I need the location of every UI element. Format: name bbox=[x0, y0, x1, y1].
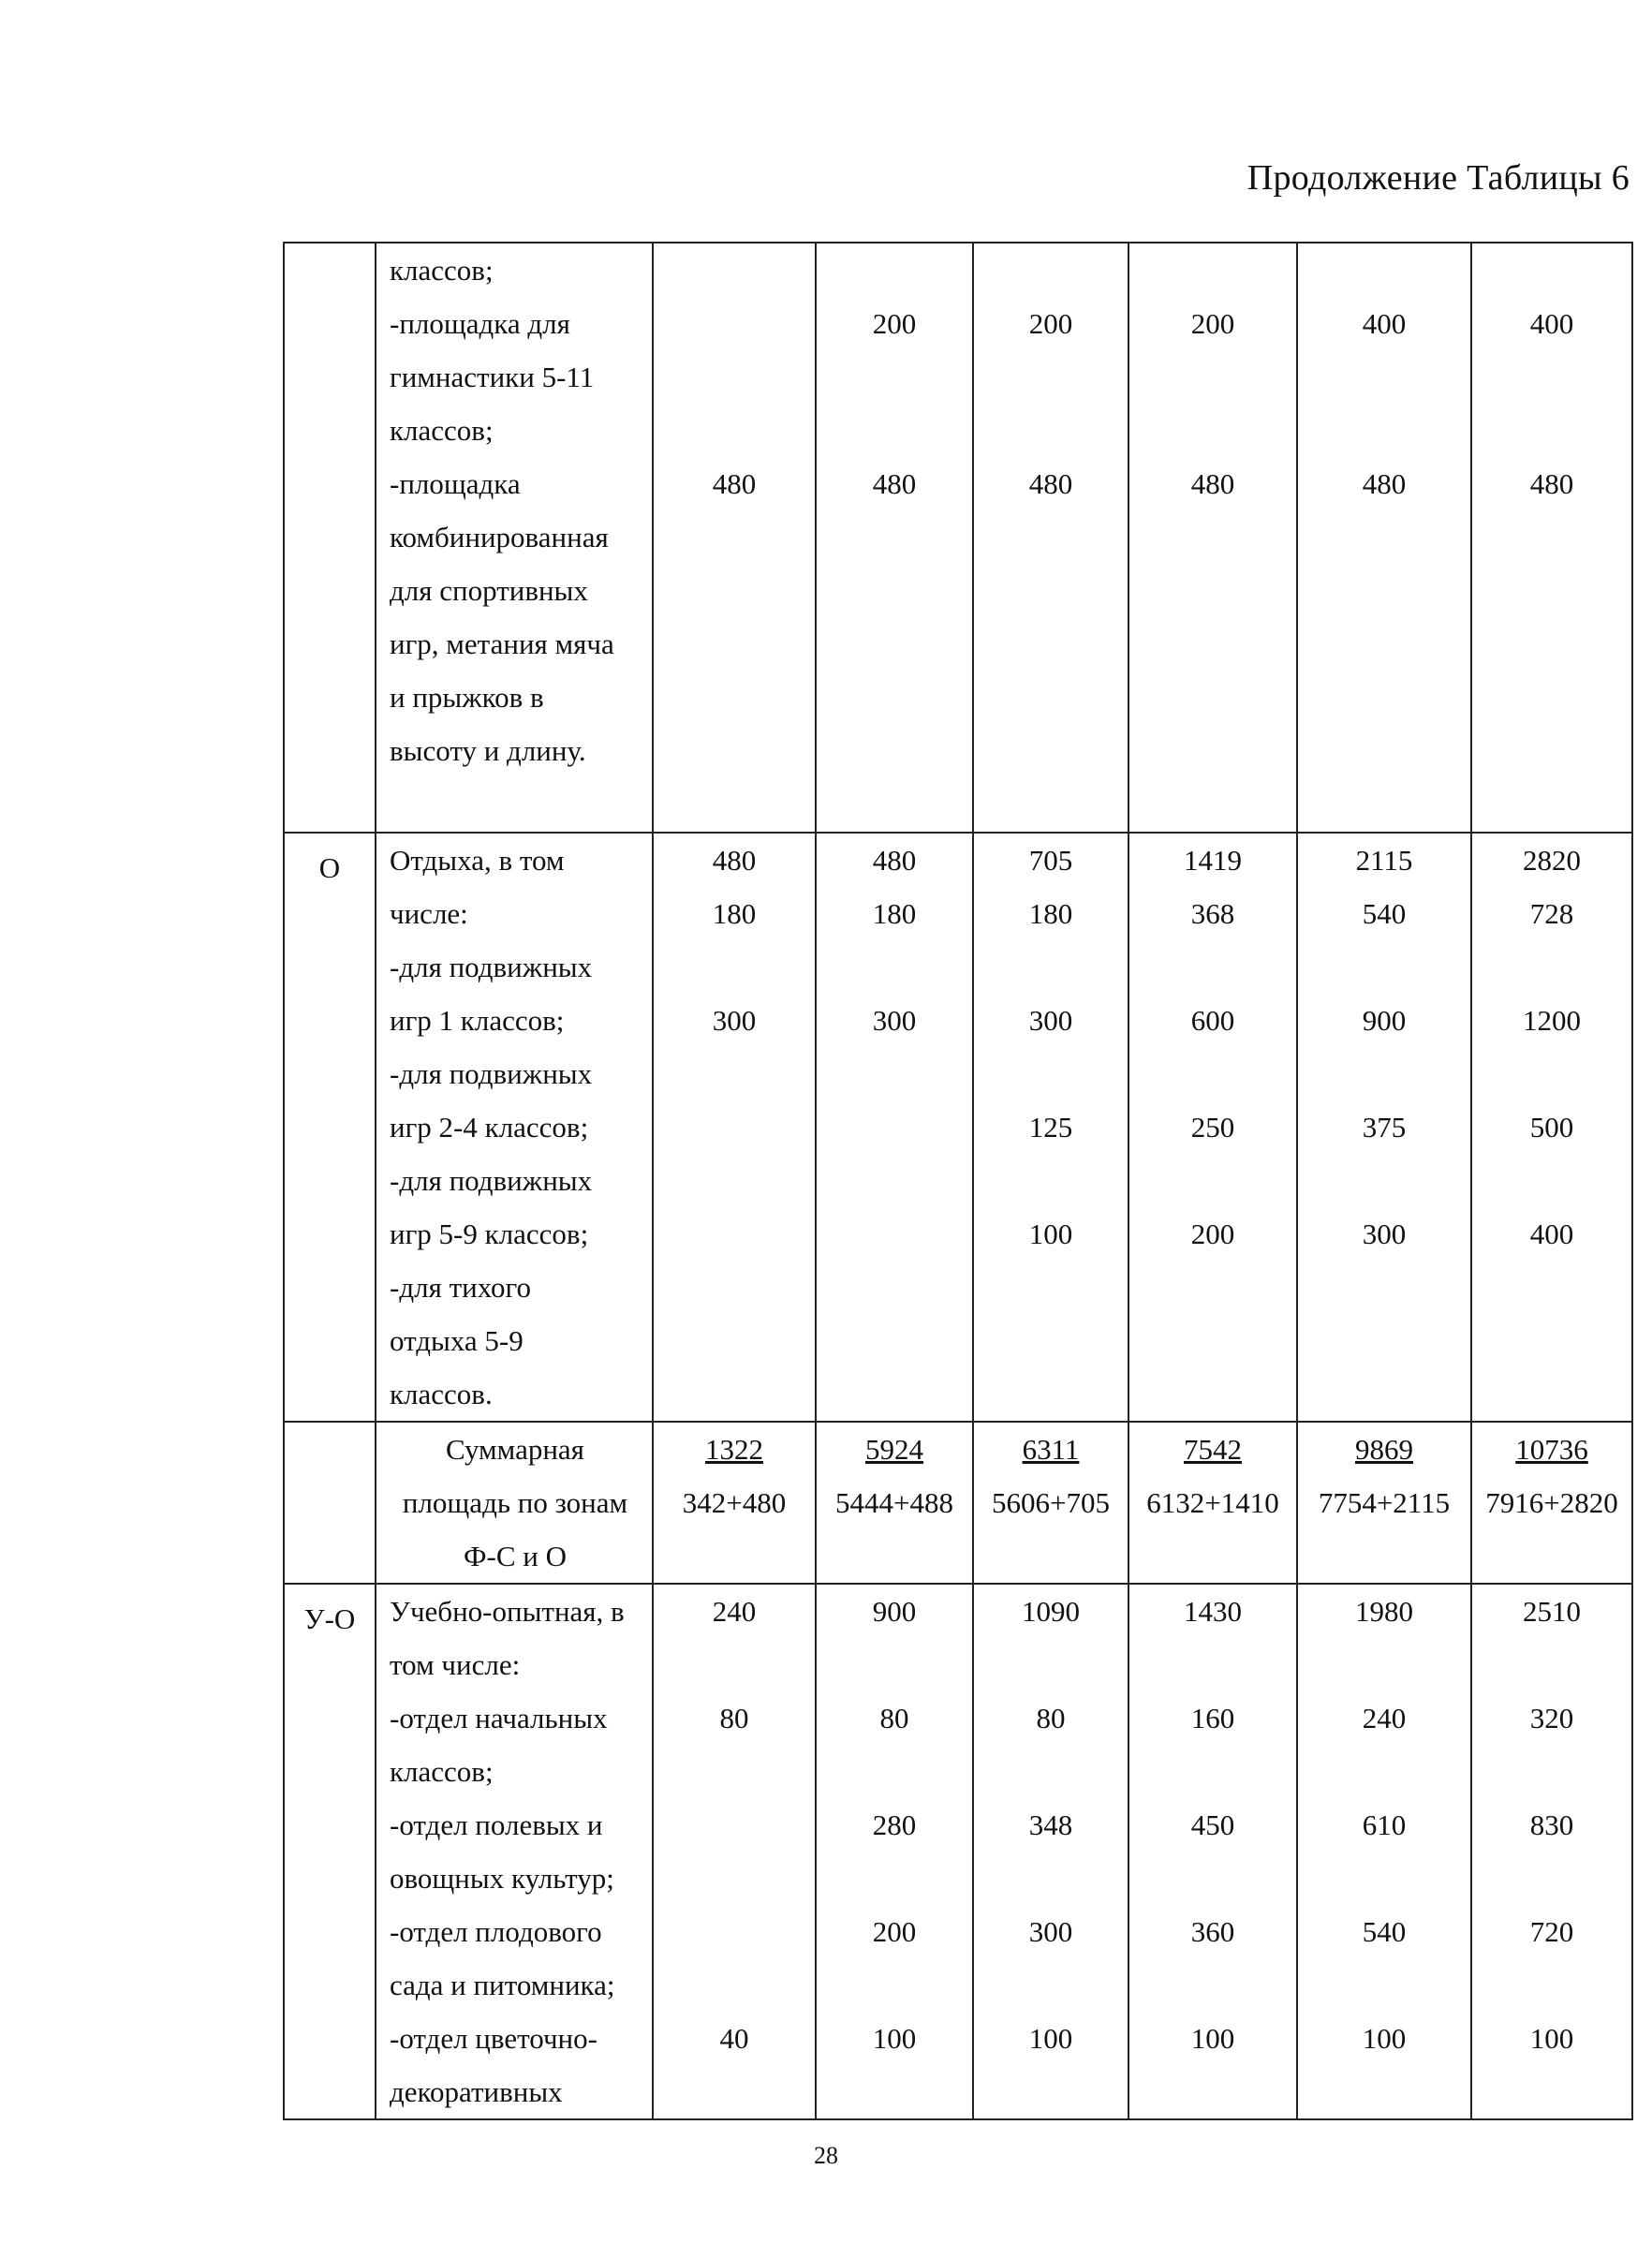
description-line: овощных культур; bbox=[390, 1862, 614, 1895]
value: 480 bbox=[1529, 467, 1574, 500]
value bbox=[1298, 1638, 1470, 1691]
value bbox=[1298, 1958, 1470, 2012]
value: 100 bbox=[1028, 2022, 1073, 2055]
value bbox=[1129, 1852, 1296, 1905]
description-line: игр, метания мяча bbox=[390, 627, 614, 660]
value: 1090 bbox=[1022, 1595, 1080, 1628]
value bbox=[1472, 1852, 1631, 1905]
description-line: игр 2-4 классов; bbox=[390, 1111, 589, 1144]
value: 200 bbox=[872, 1915, 917, 1948]
value: 320 bbox=[1529, 1702, 1574, 1734]
value: 300 bbox=[1028, 1004, 1073, 1037]
description-line: -для подвижных bbox=[390, 1057, 593, 1090]
value bbox=[654, 350, 815, 404]
value: 300 bbox=[1362, 1218, 1407, 1250]
value: 1200 bbox=[1523, 1004, 1581, 1037]
description-line: и прыжков в bbox=[390, 681, 544, 714]
value: 610 bbox=[1362, 1808, 1407, 1841]
value bbox=[974, 1958, 1128, 2012]
value bbox=[1472, 350, 1631, 404]
value: 400 bbox=[1529, 1218, 1574, 1250]
value bbox=[1129, 1745, 1296, 1798]
value bbox=[817, 1638, 972, 1691]
value: 2115 bbox=[1355, 844, 1413, 877]
value bbox=[1472, 244, 1631, 297]
value: 830 bbox=[1529, 1808, 1574, 1841]
value bbox=[1129, 1047, 1296, 1100]
description-line: Учебно-опытная, в bbox=[390, 1595, 625, 1628]
value bbox=[654, 244, 815, 297]
description-line: классов. bbox=[390, 1378, 493, 1410]
value-cell bbox=[653, 833, 816, 1422]
value: 250 bbox=[1190, 1111, 1235, 1144]
description-line: том числе: bbox=[390, 1648, 521, 1681]
value: 300 bbox=[872, 1004, 917, 1037]
value bbox=[654, 297, 815, 350]
value: 180 bbox=[712, 897, 757, 930]
description-line: -отдел плодового bbox=[390, 1915, 602, 1948]
value-cell bbox=[1128, 243, 1297, 833]
value bbox=[1472, 1745, 1631, 1798]
value: 300 bbox=[712, 1004, 757, 1037]
value: 720 bbox=[1529, 1915, 1574, 1948]
zone-code-cell: У-О bbox=[284, 1584, 376, 2119]
value bbox=[1298, 940, 1470, 994]
value: 900 bbox=[872, 1595, 917, 1628]
value: 200 bbox=[1190, 307, 1235, 340]
description-line: -площадка bbox=[390, 467, 521, 500]
value bbox=[1298, 1852, 1470, 1905]
description-line: декоративных bbox=[390, 2075, 563, 2108]
description-line: -отдел полевых и bbox=[390, 1808, 603, 1841]
page-number: 28 bbox=[814, 2142, 838, 2169]
table-row bbox=[284, 1584, 1632, 2119]
value bbox=[654, 940, 815, 994]
value bbox=[1129, 350, 1296, 404]
value: 480 bbox=[872, 467, 917, 500]
value-cell bbox=[973, 1584, 1128, 2119]
description-line: гимнастики 5-11 bbox=[390, 361, 595, 393]
description-line: классов; bbox=[390, 414, 494, 447]
value: 360 bbox=[1190, 1915, 1235, 1948]
description-line: Суммарная bbox=[446, 1433, 584, 1466]
value: 6311 bbox=[1022, 1433, 1080, 1466]
value: 400 bbox=[1529, 307, 1574, 340]
zone-code-cell: О bbox=[284, 833, 376, 1422]
value bbox=[1129, 244, 1296, 297]
value bbox=[1472, 940, 1631, 994]
value-cell bbox=[816, 1422, 973, 1584]
value bbox=[1129, 1958, 1296, 2012]
value bbox=[654, 1905, 815, 1958]
value: 705 bbox=[1028, 844, 1073, 877]
description-line: для спортивных bbox=[390, 574, 588, 607]
table-row bbox=[284, 1422, 1632, 1584]
value-cell bbox=[973, 1422, 1128, 1584]
value bbox=[1472, 404, 1631, 457]
value: 480 bbox=[712, 467, 757, 500]
value: 450 bbox=[1190, 1808, 1235, 1841]
value: 480 bbox=[1028, 467, 1073, 500]
value: 5924 bbox=[865, 1433, 923, 1466]
value bbox=[654, 1958, 815, 2012]
value bbox=[1129, 1154, 1296, 1207]
value: 540 bbox=[1362, 1915, 1407, 1948]
value: 1430 bbox=[1184, 1595, 1242, 1628]
value bbox=[817, 350, 972, 404]
value: 1322 bbox=[705, 1433, 763, 1466]
value bbox=[974, 940, 1128, 994]
description-line: числе: bbox=[390, 897, 468, 930]
description-line: отдыха 5-9 bbox=[390, 1324, 524, 1357]
value-cell bbox=[1471, 1584, 1632, 2119]
value: 10736 bbox=[1515, 1433, 1588, 1466]
value-cell bbox=[1471, 833, 1632, 1422]
value: 7916+2820 bbox=[1485, 1486, 1618, 1519]
value bbox=[1472, 1638, 1631, 1691]
continuation-table bbox=[283, 242, 1631, 2107]
value: 200 bbox=[1190, 1218, 1235, 1250]
value bbox=[1472, 1154, 1631, 1207]
value: 180 bbox=[1028, 897, 1073, 930]
value bbox=[1298, 1047, 1470, 1100]
value: 1980 bbox=[1355, 1595, 1413, 1628]
value bbox=[1298, 1154, 1470, 1207]
value bbox=[974, 1852, 1128, 1905]
description-line: комбинированная bbox=[390, 521, 609, 553]
value: 368 bbox=[1190, 897, 1235, 930]
value: 80 bbox=[1036, 1702, 1066, 1734]
description-line: классов; bbox=[390, 254, 494, 287]
description-line: игр 1 классов; bbox=[390, 1004, 565, 1037]
value bbox=[1129, 1638, 1296, 1691]
table-row bbox=[284, 243, 1632, 833]
value: 100 bbox=[1028, 1218, 1073, 1250]
value-cell bbox=[1471, 1422, 1632, 1584]
value-cell bbox=[1128, 1584, 1297, 2119]
value: 480 bbox=[1362, 467, 1407, 500]
value: 1419 bbox=[1184, 844, 1242, 877]
value: 280 bbox=[872, 1808, 917, 1841]
value bbox=[974, 1745, 1128, 1798]
table-caption: Продолжение Таблицы 6 bbox=[1246, 158, 1630, 198]
value: 240 bbox=[712, 1595, 757, 1628]
value: 9869 bbox=[1355, 1433, 1413, 1466]
value bbox=[654, 1852, 815, 1905]
zone-description-cell bbox=[376, 833, 653, 1422]
description-line: -площадка для bbox=[390, 307, 570, 340]
value: 500 bbox=[1529, 1111, 1574, 1144]
description-line: -отдел цветочно- bbox=[390, 2022, 597, 2055]
description-line: Отдыха, в том bbox=[390, 844, 565, 877]
value-cell bbox=[816, 1584, 973, 2119]
value: 300 bbox=[1028, 1915, 1073, 1948]
description-line: -для тихого bbox=[390, 1271, 531, 1304]
value: 400 bbox=[1362, 307, 1407, 340]
value: 7754+2115 bbox=[1318, 1486, 1451, 1519]
value bbox=[1298, 350, 1470, 404]
zone-description-cell bbox=[376, 243, 653, 833]
value: 100 bbox=[1190, 2022, 1235, 2055]
value-cell bbox=[816, 833, 973, 1422]
value-cell bbox=[816, 243, 973, 833]
value: 375 bbox=[1362, 1111, 1407, 1144]
value bbox=[654, 1745, 815, 1798]
value: 80 bbox=[719, 1702, 749, 1734]
value-cell bbox=[653, 243, 816, 833]
value bbox=[974, 350, 1128, 404]
value-cell bbox=[653, 1584, 816, 2119]
value: 7542 bbox=[1184, 1433, 1242, 1466]
value: 2510 bbox=[1523, 1595, 1581, 1628]
zone-code-cell bbox=[284, 1422, 376, 1584]
value bbox=[1298, 404, 1470, 457]
value-cell bbox=[1297, 1584, 1471, 2119]
zone-description-cell bbox=[376, 1584, 653, 2119]
value: 5444+488 bbox=[835, 1486, 953, 1519]
value: 900 bbox=[1362, 1004, 1407, 1037]
value bbox=[974, 1638, 1128, 1691]
description-line: -для подвижных bbox=[390, 951, 593, 983]
value: 342+480 bbox=[682, 1486, 787, 1519]
value: 180 bbox=[872, 897, 917, 930]
description-line: сада и питомника; bbox=[390, 1969, 615, 2001]
value: 480 bbox=[712, 844, 757, 877]
value: 540 bbox=[1362, 897, 1407, 930]
zone-description-cell bbox=[376, 1422, 653, 1584]
value-cell bbox=[1471, 243, 1632, 833]
value bbox=[817, 404, 972, 457]
value: 100 bbox=[1362, 2022, 1407, 2055]
description-line: игр 5-9 классов; bbox=[390, 1218, 589, 1250]
value: 348 bbox=[1028, 1808, 1073, 1841]
value: 480 bbox=[1190, 467, 1235, 500]
value bbox=[654, 1798, 815, 1852]
value bbox=[1129, 940, 1296, 994]
value bbox=[817, 1958, 972, 2012]
value-cell bbox=[1297, 1422, 1471, 1584]
description-line: Ф-С и О bbox=[464, 1540, 567, 1572]
value bbox=[817, 1745, 972, 1798]
description-line: -для подвижных bbox=[390, 1164, 593, 1197]
value: 125 bbox=[1028, 1111, 1073, 1144]
value bbox=[974, 404, 1128, 457]
value: 40 bbox=[719, 2022, 749, 2055]
value bbox=[817, 244, 972, 297]
value bbox=[974, 1047, 1128, 1100]
value bbox=[974, 1154, 1128, 1207]
value: 100 bbox=[1529, 2022, 1574, 2055]
value bbox=[817, 1852, 972, 1905]
description-line: площадь по зонам bbox=[402, 1486, 628, 1519]
value bbox=[1298, 244, 1470, 297]
description-line: -отдел начальных bbox=[390, 1702, 608, 1734]
value-cell bbox=[973, 243, 1128, 833]
value: 240 bbox=[1362, 1702, 1407, 1734]
value: 2820 bbox=[1523, 844, 1581, 877]
value: 160 bbox=[1190, 1702, 1235, 1734]
value-cell bbox=[973, 833, 1128, 1422]
value: 200 bbox=[1028, 307, 1073, 340]
value bbox=[817, 940, 972, 994]
value bbox=[654, 1638, 815, 1691]
value: 5606+705 bbox=[992, 1486, 1110, 1519]
table-row bbox=[284, 833, 1632, 1422]
value: 100 bbox=[872, 2022, 917, 2055]
value: 6132+1410 bbox=[1146, 1486, 1279, 1519]
value-cell bbox=[653, 1422, 816, 1584]
value bbox=[1472, 1047, 1631, 1100]
value: 80 bbox=[879, 1702, 909, 1734]
value-cell bbox=[1297, 833, 1471, 1422]
value bbox=[1298, 1745, 1470, 1798]
value-cell bbox=[1128, 1422, 1297, 1584]
value-cell bbox=[1128, 833, 1297, 1422]
value bbox=[1129, 404, 1296, 457]
zone-code-cell bbox=[284, 243, 376, 833]
value-cell bbox=[1297, 243, 1471, 833]
value bbox=[654, 404, 815, 457]
description-line: высоту и длину. bbox=[390, 734, 586, 767]
value bbox=[974, 244, 1128, 297]
value: 600 bbox=[1190, 1004, 1235, 1037]
description-line: классов; bbox=[390, 1755, 494, 1788]
value bbox=[1472, 1958, 1631, 2012]
value: 480 bbox=[872, 844, 917, 877]
value: 200 bbox=[872, 307, 917, 340]
value: 728 bbox=[1529, 897, 1574, 930]
